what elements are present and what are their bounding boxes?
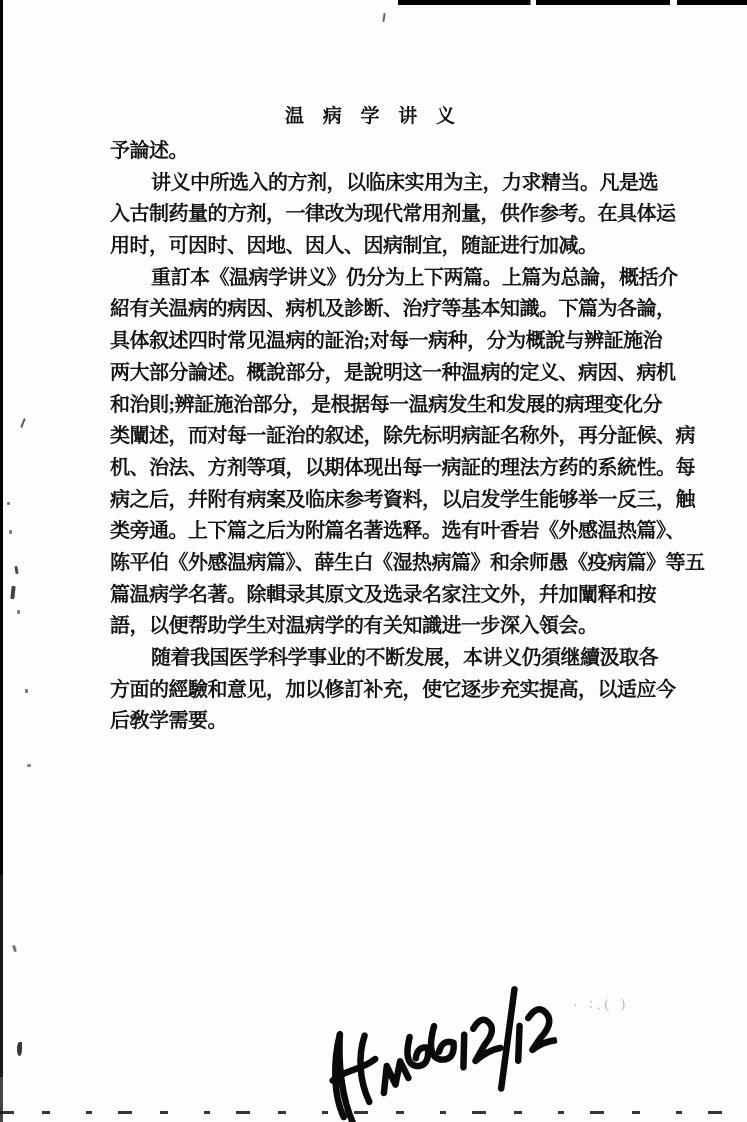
text-line: 和治則;辨証施治部分，是根据每一温病发生和发展的病理变化分 <box>110 393 663 416</box>
scan-speck <box>17 610 20 614</box>
text-line: 篇温病学名著。除輯录其原文及选录名家注文外，幷加闡释和按 <box>110 583 656 606</box>
body-text-block <box>110 136 705 738</box>
faint-page-number-mark: · ∶.( ) <box>572 996 630 1014</box>
scan-top-edge-bar <box>398 0 747 5</box>
text-line: 机、治法、方剂等項，以期体现出每一病証的理法方药的系統性。每 <box>110 456 695 479</box>
text-line: 随着我国医学科学事业的不断发展，本讲义仍須继續汲取各 <box>151 647 658 669</box>
text-line: 語，以便帮助学生对温病学的有关知識进一步深入領会。 <box>110 615 598 638</box>
text-line: 方面的經驗和意见，加以修訂补充，使它逐步充实提高，以适应今 <box>110 678 676 701</box>
text-line: 用时，可因时、因地、因人、因病制宜，随証进行加减。 <box>110 235 598 258</box>
text-line: 讲义中所选入的方剂，以临床实用为主，力求精当。凡是选 <box>151 171 658 194</box>
scan-speck <box>17 1042 22 1056</box>
scan-speck <box>12 945 17 953</box>
text-line: 后敎学需要。 <box>110 710 227 733</box>
handwritten-catalog-number <box>310 980 567 1122</box>
scan-speck <box>382 13 385 22</box>
page-title: 温 病 学 讲 义 <box>284 106 462 127</box>
text-line: 具体叙述四时常见温病的証治;对每一病种，分为概說与辨証施治 <box>110 330 663 353</box>
scan-speck <box>10 586 15 599</box>
scan-speck <box>9 530 12 534</box>
scan-left-edge-line <box>0 0 3 1122</box>
text-line: 紹有关温病的病因、病机及診断、治疗等基本知識。下篇为各論， <box>110 298 676 321</box>
text-line: 类旁通。上下篇之后为附篇名著选释。选有叶香岩《外感温热篇》、 <box>110 520 685 543</box>
text-line: 类闡述，而对每一証治的叙述，除先标明病証名称外，再分証候、病 <box>110 425 695 448</box>
scan-speck <box>27 764 31 767</box>
scan-speck <box>7 502 10 505</box>
scan-speck <box>14 566 18 574</box>
scan-speck <box>25 689 28 693</box>
scan-speck <box>20 418 26 428</box>
text-line: 两大部分論述。概說部分，是說明这一种温病的定义、病因、病机 <box>110 361 676 384</box>
handwriting-strokes <box>310 980 567 1122</box>
text-line: 陈平伯《外感温病篇》、薛生白《湿热病篇》和余师愚《疫病篇》等五 <box>110 551 705 574</box>
text-line: 重訂本《温病学讲义》仍分为上下两篇。上篇为总論，概括介 <box>151 266 678 289</box>
text-line: 入古制药量的方剂，一律改为现代常用剂量，供作参考。在具体运 <box>110 203 676 226</box>
text-line: 病之后，幷附有病案及临床参考資料，以启发学生能够举一反三，触 <box>110 488 695 511</box>
text-line: 予論述。 <box>110 140 188 162</box>
